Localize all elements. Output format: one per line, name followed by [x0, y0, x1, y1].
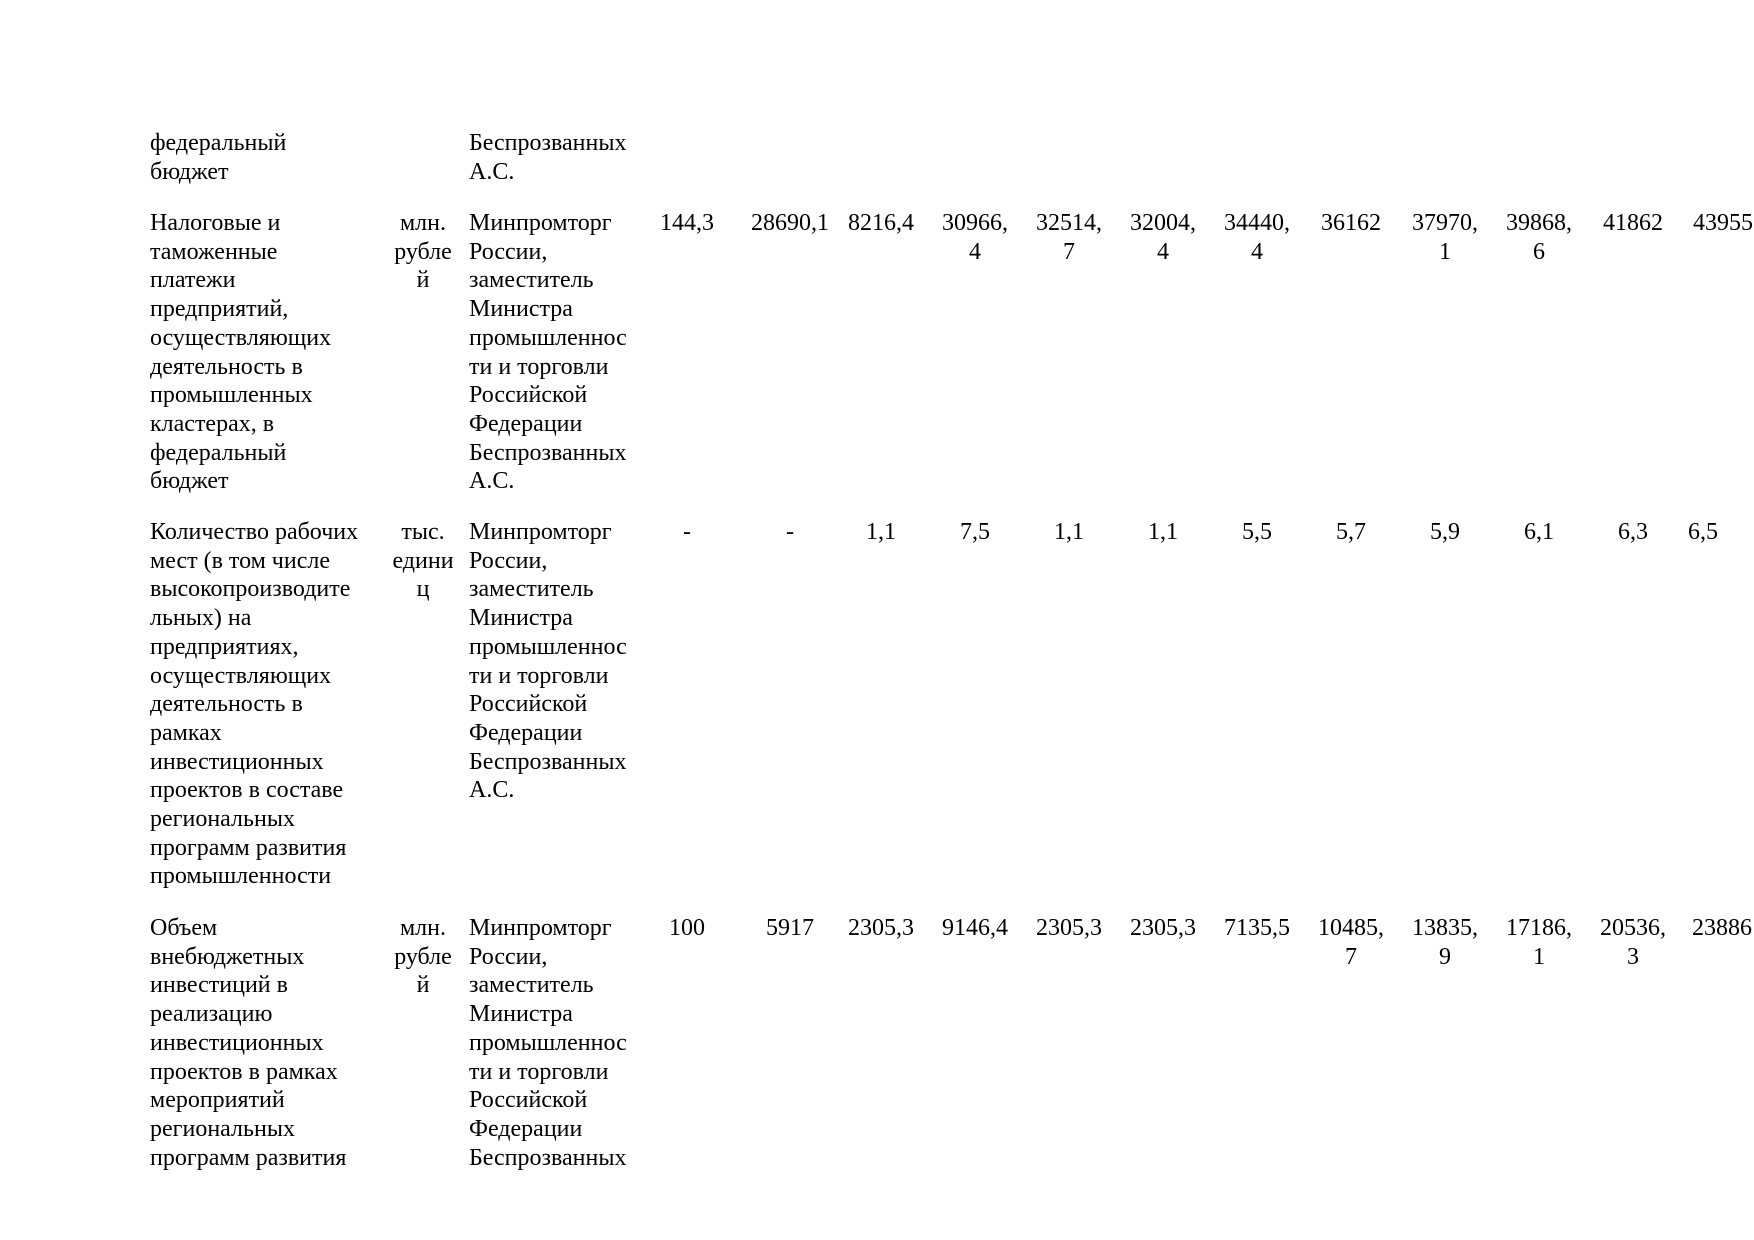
value-cell: 30966, 4 [942, 210, 1008, 265]
value-cell: 9146,4 [942, 915, 1008, 941]
value-cell: - [683, 519, 691, 545]
responsible-executor: Минпромторг России, заместитель Министра промышленнос ти и торговли Российской Федерации Беспрозванных [469, 915, 627, 1171]
value-cell: 6,5 [1688, 519, 1718, 545]
value-cell: 43955 [1693, 210, 1753, 236]
value-cell: 5,9 [1430, 519, 1460, 545]
value-cell: 1,1 [1054, 519, 1084, 545]
responsible-executor: Минпромторг России, заместитель Министра промышленнос ти и торговли Российской Федерации Беспрозванных А.С. [469, 210, 627, 495]
value-cell: 32004, 4 [1130, 210, 1196, 265]
value-cell: 2305,3 [848, 915, 914, 941]
value-cell: 7135,5 [1224, 915, 1290, 941]
value-cell: 10485, 7 [1318, 915, 1384, 970]
indicator-name: Налоговые и таможенные платежи предприятий, осуществляющих деятельность в промышленных кластерах, в федеральный бюджет [150, 210, 332, 495]
fragment-name: федеральный бюджет [150, 130, 287, 185]
value-cell: 13835, 9 [1412, 915, 1478, 970]
value-cell: 8216,4 [848, 210, 914, 236]
value-cell: 5917 [766, 915, 814, 941]
value-cell: 5,7 [1336, 519, 1366, 545]
value-cell: 17186, 1 [1506, 915, 1572, 970]
fragment-responsible: Беспрозванных А.С. [469, 130, 627, 185]
value-cell: 39868, 6 [1506, 210, 1572, 265]
value-cell: 2305,3 [1130, 915, 1196, 941]
value-cell: 100 [669, 915, 705, 941]
value-cell: 1,1 [1148, 519, 1178, 545]
value-cell: 6,3 [1618, 519, 1648, 545]
value-cell: 34440, 4 [1224, 210, 1290, 265]
unit-of-measure: млн. рубле й [394, 210, 452, 294]
value-cell: 36162 [1321, 210, 1381, 236]
value-cell: 2305,3 [1036, 915, 1102, 941]
value-cell: 23886 [1692, 915, 1752, 941]
unit-of-measure: млн. рубле й [394, 915, 452, 999]
value-cell: 7,5 [960, 519, 990, 545]
indicator-name: Количество рабочих мест (в том числе высокопроизводите льных) на предприятиях, осуществляющих деятельность в рамках инвестиционных проектов в составе региональных программ развития промышленности [150, 519, 359, 890]
value-cell: 20536, 3 [1600, 915, 1666, 970]
value-cell: 1,1 [866, 519, 896, 545]
value-cell: 144,3 [660, 210, 714, 236]
value-cell: 41862 [1603, 210, 1663, 236]
value-cell: 28690,1 [751, 210, 829, 236]
value-cell: 6,1 [1524, 519, 1554, 545]
unit-of-measure: тыс. едини ц [392, 519, 454, 603]
value-cell: - [786, 519, 794, 545]
responsible-executor: Минпромторг России, заместитель Министра промышленнос ти и торговли Российской Федерации Беспрозванных А.С. [469, 519, 627, 804]
indicator-name: Объем внебюджетных инвестиций в реализацию инвестиционных проектов в рамках мероприятий региональных программ развития [150, 915, 347, 1171]
value-cell: 5,5 [1242, 519, 1272, 545]
value-cell: 37970, 1 [1412, 210, 1478, 265]
value-cell: 32514, 7 [1036, 210, 1102, 265]
